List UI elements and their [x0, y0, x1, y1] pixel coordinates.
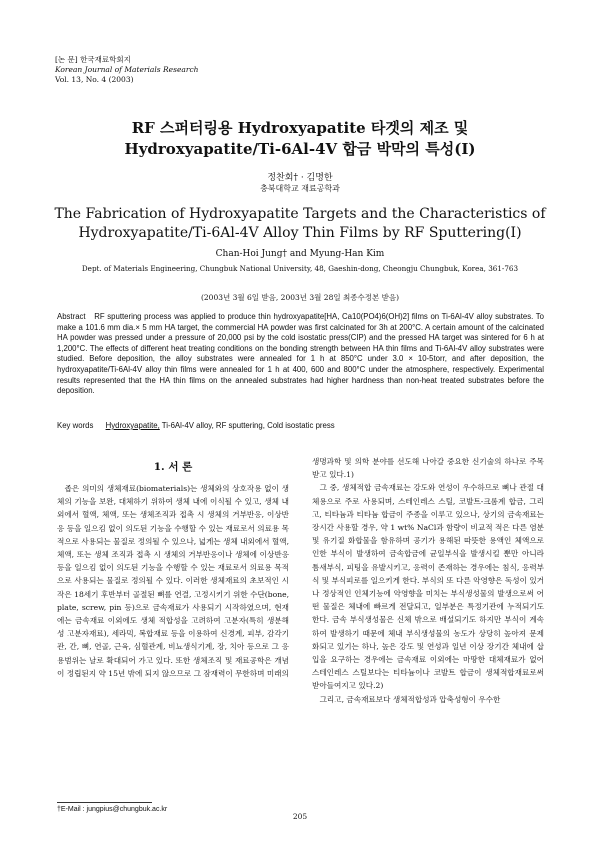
- authors-english: Chan-Hoi Jung† and Myung-Han Kim: [215, 249, 385, 259]
- intro-paragraph-3-start: 그리고, 금속재료보다 생체적합성과 압축성형이 우수한: [319, 694, 501, 704]
- authors-korean: 정찬회† · 김명한: [267, 173, 333, 183]
- keywords-label: Key words: [57, 421, 94, 430]
- intro-paragraph-2: 그 중, 생체적합 금속재료는 강도와 연성이 우수하므로 뼈나 관절 대체용으로 주로 사용되며, 스테인레스 스틸, 코발트-크롬계 합금, 그리고, 티타늄과 티타늄 합금이 주종을 이루고 있으나, 상기의 금속재료는 장시간 사용할 경우, 약 1 wt% NaCl과 함량이 비교적 적은 다른 염분 및 유기질 화합물을 함유하며 공기가 용해된 따뜻한 용액인 체액으로 인한 부식이 발생하여 금속합금에 균일부식을 발생시킬 뿐만 아니라 틈새부식, 피팅을 유발시키고, 응력이 존재하는 경우에는 침식, 응력부식 및 부식피로를 일으키게 한다. 부식의 또 다른 악영향은 독성이 있거나 정상적인 인체기능에 악영향을 미치는 부식생성물의 발생으로써 어떤 물질은 체내에 빠르게 전달되고, 일부분은 특정기관에 누적되기도 한다. 금속 부식생성물은 신체 밖으로 배설되기도 하지만 부식이 계속하여 발생하기 때문에 체내 부식생성물의 농도가 상당히 높아져 문제화되고 있기는 하나, 높은 강도 및 연성과 일년 이상 장기간 체내에 삽입을 요구하는 경우에는 금속재료 이외에는 마땅한 대체재료가 없어 스테인레스 스틸보다는 티타늄이나 코발트 합금이 생체적합재료로써 받아들여지고 있다.2): [312, 483, 544, 691]
- received-dates: (2003년 3월 6일 받음, 2003년 3월 28일 최종수정본 받음): [200, 293, 399, 302]
- title-korean-line1: RF 스퍼터링용 Hydroxyapatite 타겟의 제조 및: [131, 119, 469, 137]
- journal-header: [55, 55, 198, 85]
- abstract-label: Abstract: [57, 312, 86, 321]
- keywords: [57, 421, 544, 430]
- journal-volume: Vol. 13, No. 4 (2003): [55, 75, 134, 84]
- intro-paragraph-1: 좁은 의미의 생체재료(biomaterials)는 생체와의 상호작용 없이 생체의 기능을 보완, 대체하기 위하여 생체 내에 이식될 수 있고, 생체 내외에서 혈액, 체액, 또는 생체조직과 접촉 시 생체의 거부반응, 이상반응 등을 일으킴 없이 의도된 기능을 수행할 수 있는 재료로서 의료용 목적으로 사용되는 물질로 정의될 수 있으나, 넓게는 생체 내외에서 혈액, 체액, 또는 생체 조직과 접촉 시 생체의 거부반응이나 생체에 이상반응 등을 일으킴 없이 의도된 기능을 수행할 수 있는 재료로서 의료용 목적으로 사용되는 물질로 정의될 수 있다. 이러한 생체재료의 초보적인 시작은 18세기 후반부터 골절된 뼈를 연결, 고정시키기 위한 수단(bone, plate, screw, pin 등)으로 금속재료가 사용되기 시작하였으며, 현재에는 금속재료 이외에도 생체 적합성을 고려하여 고분자(특히 생분해성 고분자재료), 세라믹, 복합재료 등을 이용하여 신경계, 피부, 감각기관, 간, 뼈, 연골, 근육, 심혈관계, 비뇨생식기계, 장, 치아 등으로 그 응용범위는 날로 확대되어 가고 있다. 또한 생체조직 및 재료공학은 개념이 정립된지 약 15년 밖에 되지 않으므로 그 잠재력이 무한하며 미래의: [57, 484, 289, 678]
- intro-paragraph-1-continued: 생명과학 및 의학 분야를 선도해 나아갈 중요한 신기술의 하나로 주목받고 있다.1): [312, 457, 544, 480]
- footnote-divider: [57, 802, 152, 803]
- title-korean-line2: Hydroxyapatite/Ti-6Al-4V 합금 박막의 특성(I): [124, 140, 476, 158]
- body-column-left: [57, 482, 289, 680]
- affiliation-korean: 충북대학교 재료공학과: [260, 184, 340, 193]
- journal-type-line: [논 문] 한국재료학회지: [55, 55, 131, 64]
- journal-name-en: Korean Journal of Materials Research: [55, 65, 199, 74]
- keyword-first: Hydroxyapatite,: [105, 421, 160, 430]
- body-column-right: [312, 455, 544, 706]
- title-english: [40, 205, 560, 243]
- affiliation-english: Dept. of Materials Engineering, Chungbuk National University, 48, Gaeshin-dong, Cheongju Chungbuk, Korea, 361-763: [81, 264, 519, 273]
- title-english-line1: The Fabrication of Hydroxyapatite Targets and the Characteristics of: [54, 206, 546, 222]
- abstract: [57, 312, 544, 397]
- title-english-line2: Hydroxyapatite/Ti-6Al-4V Alloy Thin Films by RF Sputtering(I): [78, 225, 522, 241]
- keywords-rest: Ti-6Al-4V alloy, RF sputtering, Cold isostatic press: [159, 421, 335, 430]
- page-number: 205: [292, 812, 308, 821]
- abstract-text: RF sputtering process was applied to produce thin hydroxyapatite[HA, Ca10(PO4)6(OH)2] films on Ti-6Al-4V alloy substrates. To make a 101.6 mm dia.× 5 mm HA target, the commercial HA powder was first calcinated for 3h at 200°C. A certain amount of the calcinated HA powder was pressed under a pressure of 20,000 psi by the cold isostatic press(CIP) and the pressed HA target was sintered for 6 h at 1,200°C. The effects of different heat treating conditions on the bonding strength between HA thin films and Ti-6Al-4V alloy substrates were studied. Before deposition, the alloy substrates were annealed for 1 h at 850°C under 3.0 × 10-5torr, and after deposition, the hydroxyapatite/Ti-6Al-4V alloy thin films were annealed for 1 h at 400, 600 and 800°C under the atmosphere, respectively. Experimental results represented that the HA thin films on the annealed substrates had higher hardness than non-heat treated substrates before the deposition.: [57, 312, 544, 396]
- title-korean: [40, 118, 560, 160]
- footnote-email: †E-Mail : jungpius@chungbuk.ac.kr: [57, 806, 168, 813]
- section-title-introduction: 1. 서 론: [153, 461, 193, 473]
